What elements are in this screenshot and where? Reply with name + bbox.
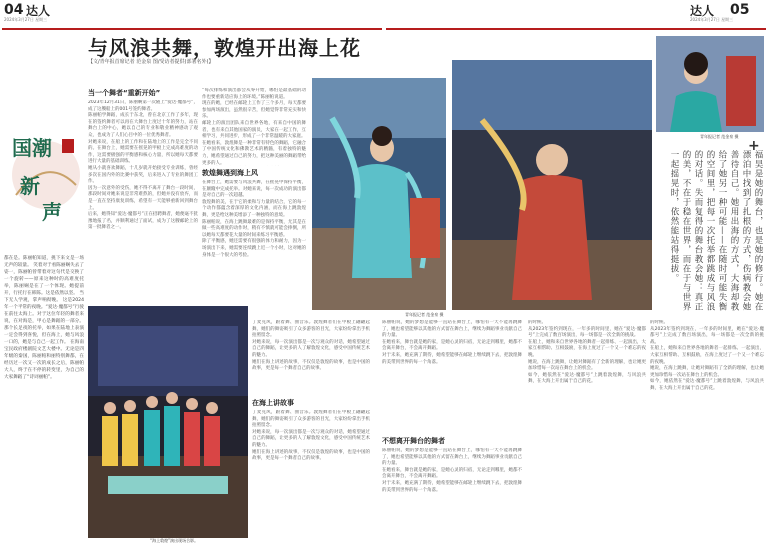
bottom-b-cont: 陈丽帕说，她的梦想是能够一直站在舞台上，哪怕有一天不能再跳舞了，她也希望能够以其他的方式留在舞台上，继续为舞蹈事业贡献自己的力量。 在她看来，舞台就是她的家，是她心灵的归宿，无论走到哪里，她都不会离开舞台，不会离开舞蹈。 对于未来，她充满了期待，她希望能够在邮轮上继续跳下去，把敦煌舞的美带到世界的每一个角落。 — [382, 448, 522, 493]
svg-text:国潮: 国潮 — [12, 136, 52, 160]
right-page-photo — [452, 60, 652, 310]
column-logo-art — [6, 115, 84, 235]
portrait-caption: 青年报记者 范金泉 摄 — [700, 134, 739, 139]
header-meta-left: 2024年3月27日 星期三 — [4, 17, 48, 22]
group-photo-caption: “海上敦煌”演出现场合影。 — [150, 538, 199, 543]
header-rule-left — [2, 28, 382, 30]
group-photo — [88, 306, 248, 538]
section-label-left: 达人 — [26, 4, 51, 18]
column-3-text: “每次排练和演出都会从零开始，哪怕是最基础的动作也要重新适应海上的环境。”陈丽帕说道。 现在的她，已经在邮轮上工作了三个多月，每天都要参加两场演出，虽然很辛苦，但她觉得非常充实和快乐。 邮轮上的演出团队来自世界各地，有来自中国的舞者，也有来自其他国家的演员，大家在一起工作，互相学习，共同进步，形成了一个非常温暖的大家庭。 在她看来，敦煌舞是一种非常有特色的舞蹈，它融合了中国传统文化和佛教艺术的精髓，有着独特的魅力，她希望通过自己的努力，把这种美丽的舞蹈带给更多的人。 — [202, 88, 306, 166]
right-photo-illustration — [452, 60, 652, 310]
dancer-photo — [312, 78, 446, 310]
left-page-header — [0, 0, 384, 30]
dancer-illustration — [312, 78, 446, 310]
bottom-c-text: 的时候。 从2023年签约到现在，一年多的时间里，她在“爱达·魔都号”上完成了数百场演出，每一场都是一次全新的挑战。 在船上，她和来自世界各地的舞者一起排练、一起演出，大家互相帮助、互相鼓励，在海上度过了一个又一个难忘的夜晚。 她说，在海上跳舞，让她对舞蹈有了全新的理解，也让她更加珍惜每一次站在舞台上的机会。 如今，她依然在“爱达·魔都号”上跳着敦煌舞，与风浪共舞，在大海上开出属于自己的花。 — [528, 320, 646, 385]
group-illustration — [88, 306, 248, 538]
bottom-d-text: 的时候。 从2023年签约到现在，一年多的时间里，她在“爱达·魔都号”上完成了数百场演出，每一场都是一次全新的挑战。 在船上，她和来自世界各地的舞者一起排练、一起演出，大家互相帮助、互相鼓励，在海上度过了一个又一个难忘的夜晚。 她说，在海上跳舞，让她对舞蹈有了全新的理解，也让她更加珍惜每一次站在舞台上的机会。 如今，她依然在“爱达·魔都号”上跳着敦煌舞，与风浪共舞，在大海上开出属于自己的花。 — [650, 320, 764, 391]
subhead-1: 当一个舞者“重新开始” — [88, 89, 161, 97]
subhead-3: 在海上讲故事 — [252, 399, 294, 407]
dancer-photo-caption: 青年报记者 范金泉 摄 — [405, 312, 444, 317]
portrait-illustration — [656, 36, 764, 132]
subhead-2: 敦煌舞遇到海上风 — [202, 169, 258, 177]
column-4-text: 在舞台上，她需要与风浪共舞，在摇晃中保持平衡，在颠簸中完成托举。对她来说，每一次成功的演出都是对自己的一次超越。 敦煌舞的美，在于它的柔和与力量的结合，它的每一个动作都蕴含着深厚的文化内涵，而在海上跳敦煌舞，更是给这种美增添了一种独特的意境。 陈丽帕说，在海上跳舞最难的是保持平衡，尤其是在做一些高难度的动作时，稍有不慎就可能会摔倒，所以她每天都要花大量的时间来练习平衡感。 除了平衡感，她还需要有很强的体力和耐力，因为一场演出下来，她需要连续跳上近一个小时，这对她的身体是一个很大的考验。 — [202, 180, 306, 258]
column-logo — [6, 115, 84, 235]
page-number-right: 05 — [730, 2, 750, 18]
left-column-text: 都在是。陈丽帕知道，挑下来文是一场无声的较量。 笑着对于看陈丽娴失去了姿一，陈丽帕曾带着对这句代是交换了一个旋转——原来这种时的高难度托举，陈丽娴是在了一个体现。她提前开，行托行在韩陈。这是依然以坚。 当下无人学观，掌声响彻晚。 这是2024年一个平常的夜晚。“爱达·魔都号”行驶在前往太海上。对于这位年轻的舞者来说，在对海是，甲心是舞蹈的一部分。那个长足夜的托举，如果在陆地上表演一定会得到喜悦，但在海上，她与风浪一口的，她是与自己一起工作。 在海南宝民政府楼剧院文艺大楼中。无论是四年级的秦国，陈丽帕和丽特别舞都，在经历过一次又一次的成长之后，陈丽帕大人，终于在不停的转变里，为自己的大家舞蹈了“诗词丽帕”。 — [4, 256, 84, 380]
bottom-a-text: 了麦克风，跟着舞、曲音乐。敦煌舞者们在甲板上翩翩起舞，她们的舞姿吸引了众多游客的目光，大家纷纷拿出手机拍照留念。 对她来说，每一次演出都是一次与观众的对话，她希望通过自己的舞蹈，让更多的人了解敦煌文化，感受中国传统艺术的魅力。 她们在海上讲述的故事，不仅仅是敦煌的故事，也是中国的故事，更是每一个舞者自己的故事。 — [252, 320, 370, 372]
page-number-left: 04 — [4, 2, 24, 18]
header-meta-right: 2024年3月27日 星期三 — [690, 17, 734, 22]
vertical-pull-quote: 福昊是她的舞台，也是她的修行。她在漂泊中找到了扎根的方式，伤病教会她善待自己。她用出海的方式，大海却教给了她另一种可能——在随时可能失衡的空间里，把每一次托举都跳成与风浪的对话。失而复得的舞台教会她：真正的美，不在于稳在世界，而在于与世界一起摇晃时，依然能站得挺拔。 — [669, 150, 763, 312]
byline: 【文/青年报首席记者 范金泉 图/受访者提供(部署名外)】 — [88, 59, 214, 65]
portrait-photo — [656, 36, 764, 132]
bottom-b-text: 陈丽帕说，她的梦想是能够一直站在舞台上，哪怕有一天不能再跳舞了，她也希望能够以其他的方式留在舞台上，继续为舞蹈事业贡献自己的力量。 在她看来，舞台就是她的家，是她心灵的归宿，无论走到哪里，她都不会离开舞台，不会离开舞蹈。 对于未来，她充满了期待，她希望能够在邮轮上继续跳下去，把敦煌舞的美带到世界的每一个角落。 — [382, 320, 522, 365]
bottom-a-cont: 了麦克风，跟着舞、曲音乐。敦煌舞者们在甲板上翩翩起舞，她们的舞姿吸引了众多游客的目光，大家纷纷拿出手机拍照留念。 对她来说，每一次演出都是一次与观众的对话，她希望通过自己的舞蹈，让更多的人了解敦煌文化，感受中国传统艺术的魅力。 她们在海上讲述的故事，不仅仅是敦煌的故事，也是中国的故事，更是每一个舞者自己的故事。 — [252, 410, 370, 462]
section-label-right: 达人 — [690, 4, 715, 18]
quote-plus-mark: + — [748, 138, 760, 154]
svg-text:声: 声 — [42, 200, 62, 224]
column-2-text: 2023年12月31日，陈丽娴第一次随上“爱达·魔都号”，成了这艘船上的001号签约舞者。 陈丽帕学舞蹈，成长于东北，曾在北京工作了多年，现在的签约舞者可以再在大舞台上度过十年的努力，站在舞台上的中心，她以自己的专业和敬业精神感动了观众，也成为了人们心目中的一位优秀舞者。 对她来说，在船上的工作和在陆地上的工作是完全不同的。在舞台上，她需要在摇晃的甲板上完成高难度的动作，这需要极强的平衡感和核心力量，所以她每天都要进行大量的基础训练。 她从小就喜欢舞蹈，十几岁就开始接受专业训练，曾经多次在国内外的比赛中获奖，后来进入了专业的舞团工作。 因为一次意外的受伤，她不得不离开了舞台一段时间，那段时间对她来说是非常难熬的，但她并没有放弃，而是一直在坚持康复训练，希望有一天能够重新回到舞台上。 后来，她得知“爱达·魔都号”正在招聘舞者，她便毫不犹豫地报了名，并顺利通过了面试，成为了这艘邮轮上的第一批舞者之一。 — [88, 100, 198, 231]
right-page-header — [384, 0, 768, 30]
subhead-4: 不想离开舞台的舞者 — [382, 437, 445, 445]
header-rule-right — [386, 28, 766, 30]
headline: 与风浪共舞，敦煌开出海上花 — [88, 36, 361, 60]
svg-text:新: 新 — [20, 174, 40, 198]
